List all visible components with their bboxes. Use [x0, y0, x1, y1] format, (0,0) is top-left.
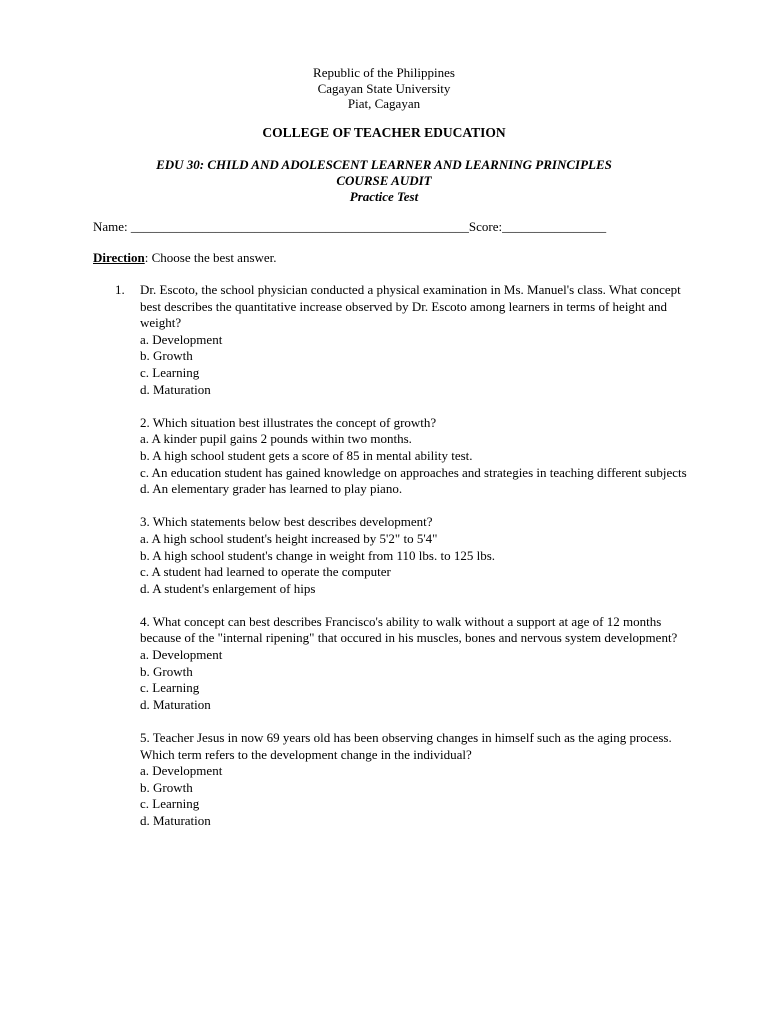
- question-number: 1.: [115, 282, 125, 297]
- header-line-location: Piat, Cagayan: [347, 96, 421, 111]
- answer-option-a: a. Development: [140, 331, 223, 347]
- course-heading: [0, 157, 768, 205]
- question-3: [140, 514, 700, 597]
- institution-header: [0, 65, 768, 112]
- answer-option-a: a. A high school student's height increased by 5'2" to 5'4": [140, 530, 438, 546]
- header-line-university: Cagayan State University: [317, 80, 451, 96]
- question-4: [140, 614, 700, 714]
- question-2: [140, 415, 700, 498]
- question-stem: 5. Teacher Jesus in now 69 years old has been observing changes in himself such as the aging process. Which term refers to the development change in the individual?: [140, 730, 672, 762]
- question-list: [115, 282, 700, 846]
- name-score-line: Name: ____________________________________________________Score:________________: [93, 219, 607, 234]
- answer-option-b: b. A high school student's change in weight from 110 lbs. to 125 lbs.: [140, 547, 496, 563]
- question-5: [140, 730, 700, 830]
- question-stem: 4. What concept can best describes Francisco's ability to walk without a support at age of 12 months because of the "internal ripening" that occured in his muscles, bones and nervous system development?: [140, 613, 678, 646]
- answer-option-d: d. A student's enlargement of hips: [140, 580, 316, 596]
- course-title: EDU 30: CHILD AND ADOLESCENT LEARNER AND LEARNING PRINCIPLES: [156, 157, 612, 172]
- question-stem: 3. Which statements below best describes development?: [140, 514, 433, 530]
- answer-option-b: b. Growth: [140, 779, 193, 795]
- answer-option-d: d. Maturation: [140, 381, 211, 397]
- answer-option-d: d. An elementary grader has learned to play piano.: [140, 481, 403, 497]
- answer-option-c: c. Learning: [140, 364, 200, 380]
- answer-option-b: b. Growth: [140, 663, 193, 679]
- answer-option-a: a. Development: [140, 763, 223, 779]
- direction-text: : Choose the best answer.: [144, 250, 277, 265]
- answer-option-c: c. Learning: [140, 680, 200, 696]
- header-line-republic: Republic of the Philippines: [313, 65, 455, 80]
- test-title: Practice Test: [349, 189, 419, 204]
- answer-option-a: a. A kinder pupil gains 2 pounds within two months.: [140, 431, 412, 447]
- college-title: COLLEGE OF TEACHER EDUCATION: [262, 125, 506, 140]
- question-stem: 2. Which situation best illustrates the concept of growth?: [140, 414, 437, 430]
- direction-line: [93, 250, 277, 267]
- answer-option-b: b. A high school student gets a score of 85 in mental ability test.: [140, 447, 473, 463]
- question-1: [115, 282, 700, 398]
- answer-option-c: c. A student had learned to operate the computer: [140, 564, 391, 580]
- answer-option-a: a. Development: [140, 647, 223, 663]
- direction-label: Direction: [93, 250, 145, 265]
- answer-option-c: c. Learning: [140, 796, 200, 812]
- answer-option-d: d. Maturation: [140, 696, 211, 712]
- course-subtitle: COURSE AUDIT: [336, 173, 432, 188]
- answer-option-c: c. An education student has gained knowledge on approaches and strategies in teaching different subjects: [140, 464, 687, 480]
- question-stem: Dr. Escoto, the school physician conducted a physical examination in Ms. Manuel's class. What concept best describes the quantitative increase observed by Dr. Escoto among learners in terms of height and weight?: [140, 282, 681, 331]
- answer-option-d: d. Maturation: [140, 813, 211, 828]
- answer-option-b: b. Growth: [140, 348, 193, 364]
